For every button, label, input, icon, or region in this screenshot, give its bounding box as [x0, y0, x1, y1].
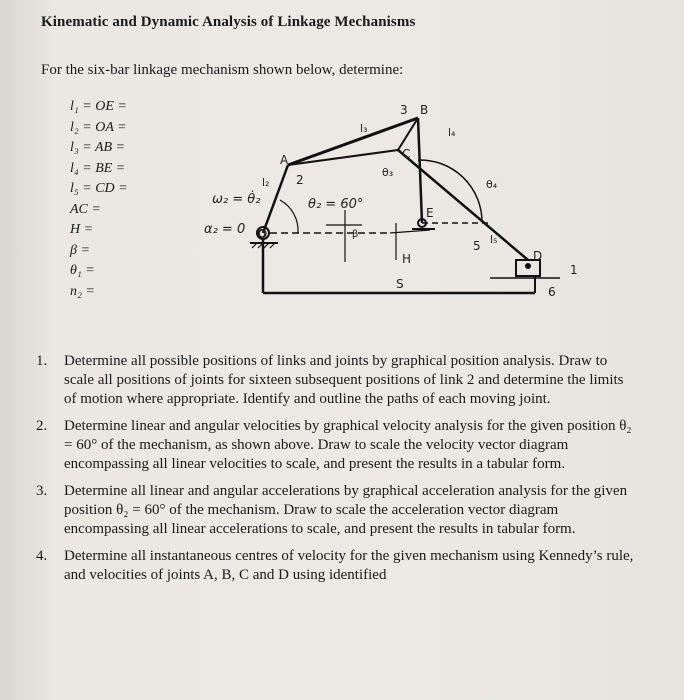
question-list [36, 352, 636, 593]
param-l4: l₄ = BE = [70, 160, 126, 176]
question-number: 2. [36, 418, 48, 434]
label-c: C [402, 147, 411, 161]
question-item [36, 417, 636, 474]
pin-d [525, 263, 531, 269]
label-o: O [257, 227, 268, 241]
link-3-ab [288, 118, 418, 165]
note-s: S [396, 277, 404, 291]
label-link-5: 5 [473, 239, 481, 253]
note-l5: l₅ [490, 233, 498, 246]
note-l2: l₂ [262, 176, 270, 189]
question-text: Determine all instantaneous centres of velocity for the given mechanism using Kennedy’s rule, and velocities of joints A, B, C and D using identified [64, 548, 634, 583]
param-l3: l₃ = AB = [70, 140, 126, 155]
page-title: Kinematic and Dynamic Analysis of Linkage Mechanisms [41, 14, 416, 30]
question-item [36, 352, 636, 409]
label-link-1: 1 [570, 263, 578, 277]
parameter-list [70, 97, 128, 302]
label-d: D [533, 249, 543, 263]
param-l1: l₁ = OE = [70, 99, 127, 114]
label-link-3: 3 [400, 103, 408, 117]
param-n2: n₂ = [70, 283, 95, 299]
question-item [36, 482, 636, 539]
note-beta: β [352, 229, 359, 240]
theta2-label: θ₂ = 60° [308, 197, 364, 212]
label-link-2: 2 [296, 173, 304, 187]
label-e: E [426, 206, 434, 220]
label-a: A [280, 153, 289, 167]
intro-text: For the six-bar linkage mechanism shown below, determine: [41, 62, 404, 78]
arc-theta2 [280, 200, 298, 233]
label-link-6: 6 [548, 285, 556, 299]
note-l4: l₄ [448, 126, 456, 139]
question-text: Determine all linear and angular accelerations by graphical acceleration analysis for the given position θ₂ = 60° of the mechanism. Draw to scale the acceleration vector diagram encompassing all linear accelerations to scale, and present the results in tabular form. [64, 483, 628, 537]
omega-label: ω₂ = θ̇₂ [212, 192, 261, 207]
question-item [36, 547, 636, 585]
note-theta3: θ₃ [382, 166, 394, 179]
param-beta: β = [70, 242, 90, 258]
linkage-diagram [190, 100, 602, 305]
alpha-label: α₂ = 0 [204, 222, 246, 237]
question-text: Determine all possible positions of links and joints by graphical position analysis. Draw to scale all positions of joints for sixteen subsequent positions of link 2 and determine the limits of motion where appropriate. Identify and outline the paths of each moving joint. [64, 353, 624, 407]
question-number: 3. [36, 483, 48, 499]
note-theta4: θ₄ [486, 178, 498, 191]
param-l5: l₅ = CD = [70, 181, 128, 196]
param-l2: l₂ = OA = [70, 119, 127, 135]
question-number: 4. [36, 548, 48, 564]
question-text: Determine linear and angular velocities by graphical velocity analysis for the given position θ₂ = 60° of the mechanism, as shown above. Draw to scale the velocity vector diagram encompassing all linear velocities to scale, and present the results in a tabular form. [64, 418, 632, 472]
question-number: 1. [36, 353, 48, 369]
note-l3: l₃ [360, 122, 368, 135]
note-h: H [402, 252, 412, 266]
param-h: H = [70, 222, 94, 237]
label-b: B [420, 103, 429, 117]
link-5 [398, 150, 528, 260]
param-theta1: θ₁ = [70, 263, 95, 278]
param-ac: AC = [70, 201, 101, 217]
